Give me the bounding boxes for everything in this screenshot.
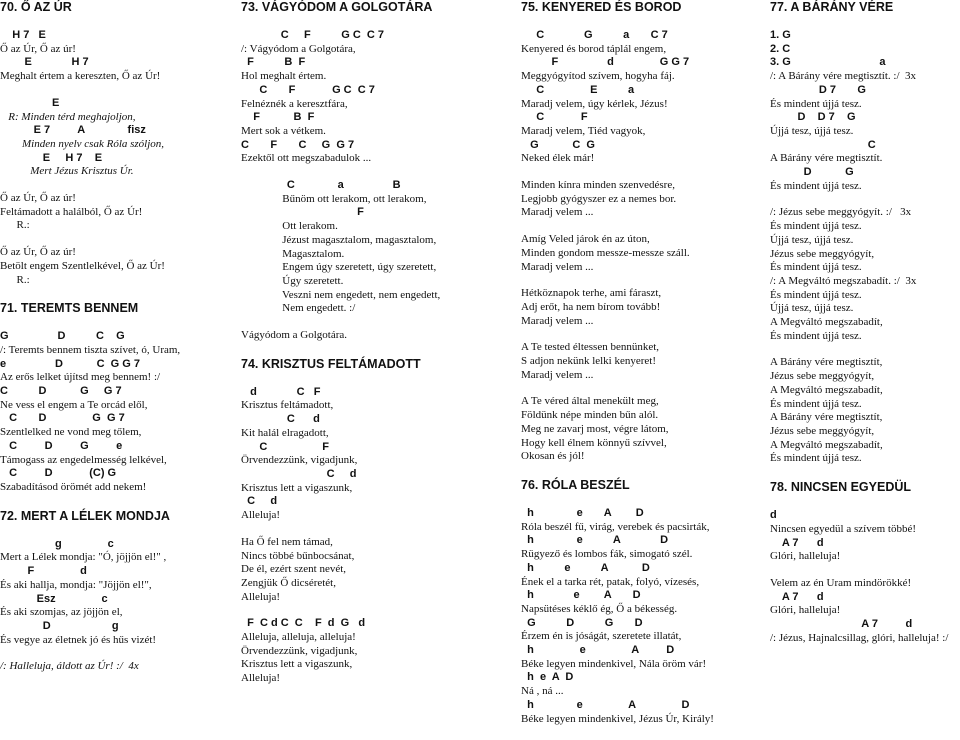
lyric-line: /: A Bárány vére megtisztít. :/ 3x (770, 70, 917, 83)
lyric-line: R: Minden térd meghajoljon, (0, 110, 136, 123)
lyric-line: Nincsen egyedül a szívem többé! (770, 522, 917, 535)
song-block (0, 0, 225, 287)
song-title: 74. KRISZTUS FELTÁMADOTT (241, 356, 421, 371)
lyric-line: Kit halál elragadott, (241, 426, 329, 439)
song-title: 72. MERT A LÉLEK MONDJA (0, 508, 170, 523)
lyric-line: Érzem én is jóságát, szeretete illatát, (521, 630, 682, 643)
lyric-line: Feltámadott a halálból, Ő az Úr! (0, 205, 143, 218)
chord-line: h e A D (521, 506, 644, 519)
song-title: 75. KENYERED ÉS BOROD (521, 0, 682, 14)
chord-line: C D G e (0, 439, 123, 452)
chord-line: C d (241, 495, 278, 508)
stanza-gap (0, 84, 225, 97)
lyric-line: Alleluja, alleluja, alleluja! (241, 631, 356, 644)
stanza-gap (241, 166, 491, 179)
lyric-line: R.: (0, 273, 30, 286)
lyric-line: Rügyező és lombos fák, simogató szél. (521, 548, 693, 561)
chord-line: F d G G 7 (521, 56, 690, 69)
lyric-line: A Bárány vére megtisztít. (770, 152, 883, 165)
lyric-line: Szentlelked ne vond meg tőlem, (0, 426, 142, 439)
chord-line: C F G C C 7 (241, 29, 385, 41)
lyric-line: Krisztus lett a vigaszunk, (241, 658, 353, 671)
lyric-line: Mert a Lélek mondja: "Ó, jöjjön el!" , (0, 551, 167, 564)
lyric-line: Engem úgy szeretett, úgy szeretett, (241, 261, 437, 274)
lyric-line: Ő az Úr, Ő az úr! (0, 246, 76, 259)
lyric-line: /: Teremts bennem tiszta szívet, ó, Uram, (0, 343, 181, 356)
lyric-line: Ná , ná ... (521, 685, 564, 698)
column-3 (521, 0, 761, 740)
lyric-line: Amíg Veled járok én az úton, (521, 233, 650, 246)
lyric-line: A Te tested éltessen bennünket, (521, 341, 660, 354)
stanza-gap (0, 647, 225, 660)
chord-line: C a B (241, 179, 401, 192)
stanza-gap (521, 382, 761, 395)
chord-line: C F G C C 7 (241, 83, 375, 96)
chord-line: G D G D (521, 616, 643, 629)
lyric-line: Maradj velem ... (521, 260, 594, 273)
chord-line: F B F (241, 111, 315, 124)
column-1 (0, 0, 225, 688)
chord-line: A 7 d (770, 590, 824, 603)
lyric-line: A Megváltó megszabadít, (770, 383, 883, 396)
lyric-line: Mert sok a vétkem. (241, 124, 326, 137)
lyric-line: /: Jézus, Hajnalcsillag, glóri, halleluja! :/ (770, 631, 949, 644)
song-block (0, 301, 225, 494)
chord-line: h e A D (521, 534, 669, 547)
song-block (770, 0, 960, 466)
lyric-line: És mindent újjá tesz. (770, 397, 862, 410)
lyric-line: Béke legyen mindenkivel, Jézus Úr, Király! (521, 712, 714, 725)
chord-line: 3. G a (770, 56, 886, 69)
lyric-line: Újjá tesz, újjá tesz. (770, 233, 854, 246)
stanza-gap (241, 316, 491, 329)
lyric-line: Hétköznapok terhe, ami fáraszt, (521, 287, 662, 300)
lyric-line: Alleluja! (241, 672, 281, 685)
chord-line: G D C G (0, 330, 125, 343)
lyric-line: A Megváltó megszabadít, (770, 438, 883, 451)
chord-line: E H 7 (0, 56, 89, 69)
chord-line: h e A D (521, 561, 650, 574)
lyric-line: Adj erőt, ha nem bírom tovább! (521, 300, 661, 313)
lyric-line: És mindent újjá tesz. (770, 220, 862, 233)
chord-line: E 7 A fisz (0, 124, 146, 137)
lyric-line: De él, ezért szent nevét, (241, 563, 347, 576)
lyric-line: A Bárány vére megtisztít, (770, 411, 883, 424)
lyric-line: A Te véred által menekült meg, (521, 395, 659, 408)
chord-line: C F C G G 7 (241, 138, 355, 151)
stanza-gap (521, 220, 761, 233)
lyric-line: Magasztalom. (241, 247, 345, 260)
lyric-line: Hogy kell élnem könnyű szívvel, (521, 436, 667, 449)
lyric-line: Újjá tesz, újjá tesz. (770, 302, 854, 315)
chord-line: 2. C (770, 42, 791, 55)
lyric-line: És mindent újjá tesz. (770, 261, 862, 274)
song-block (521, 478, 761, 726)
lyric-line: /: Halleluja, áldott az Úr! :/ 4x (0, 660, 139, 673)
chord-line: D 7 G (770, 83, 866, 96)
lyric-line: A Megváltó megszabadít, (770, 316, 883, 329)
lyric-line: Jézus sebe meggyógyít, (770, 247, 875, 260)
lyric-line: Ő az Úr, Ő az úr! (0, 192, 76, 205)
lyric-line: Hol meghalt értem. (241, 70, 327, 83)
chord-line: E (0, 96, 60, 109)
stanza-gap (0, 179, 225, 192)
lyric-line: Támogass az engedelmesség lelkével, (0, 453, 167, 466)
stanza-gap (521, 166, 761, 179)
lyric-line: S adjon nekünk lelki kenyeret! (521, 355, 657, 368)
lyric-line: Ne vess el engem a Te orcád elől, (0, 398, 148, 411)
song-block (521, 0, 761, 464)
lyric-line: Glóri, halleluja! (770, 604, 841, 617)
chord-line: G C G (521, 138, 595, 151)
chord-line: C d (241, 467, 357, 480)
lyric-line: Felnéznék a keresztfára, (241, 97, 348, 110)
lyric-line: Vágyódom a Golgotára. (241, 329, 347, 342)
song-title: 73. VÁGYÓDOM A GOLGOTÁRA (241, 0, 433, 14)
lyric-line: Minden gondom messze-messze száll. (521, 246, 690, 259)
column-2 (241, 0, 491, 700)
lyric-line: Nincs többé bűnbocsánat, (241, 549, 355, 562)
lyric-line: /: Vágyódom a Golgotára, (241, 42, 356, 55)
lyric-line: Szabadításod örömét add nekem! (0, 480, 147, 493)
chord-line: h e A D (521, 644, 675, 657)
lyric-line: És vegye az életnek jó és hűs vizét! (0, 633, 157, 646)
lyric-line: Okosan és jól! (521, 450, 585, 463)
lyric-line: Bűnöm ott lerakom, ott lerakom, (241, 192, 427, 205)
lyric-line: És mindent újjá tesz. (770, 288, 862, 301)
lyric-line: Örvendezzünk, vigadjunk, (241, 454, 358, 467)
chord-line: H 7 E (0, 29, 46, 41)
stanza-gap (770, 343, 960, 356)
lyric-line: Alleluja! (241, 509, 281, 522)
lyric-line: Ő az Úr, Ő az úr! (0, 42, 76, 55)
chord-line: C D G G 7 (0, 385, 122, 398)
lyric-line: Ott lerakom. (241, 220, 338, 233)
lyric-line: És mindent újjá tesz. (770, 452, 862, 465)
lyric-line: Legjobb gyógyszer ez a nemes bor. (521, 192, 677, 205)
stanza-gap (770, 193, 960, 206)
chord-line: F (241, 206, 364, 219)
lyric-line: Róla beszél fű, virág, verebek és pacsirták, (521, 520, 710, 533)
lyric-line: Maradj velem, úgy kérlek, Jézus! (521, 97, 668, 110)
stanza-gap (770, 564, 960, 577)
song-title: 70. Ő AZ ÚR (0, 0, 72, 14)
lyric-line: Jézus sebe meggyógyít, (770, 424, 875, 437)
lyric-line: Jézus sebe meggyógyít, (770, 370, 875, 383)
lyric-line: /: Jézus sebe meggyógyít. :/ 3x (770, 206, 912, 219)
lyric-line: És mindent újjá tesz. (770, 179, 862, 192)
lyric-line: Krisztus feltámadott, (241, 399, 334, 412)
song-block (770, 480, 960, 645)
chord-line: F C d C C F d G d (241, 617, 366, 630)
lyric-line: Napsütéses kéklő ég, Ő a békesség. (521, 602, 678, 615)
lyric-line: Maradj velem ... (521, 368, 594, 381)
lyric-line: A Bárány vére megtisztít, (770, 356, 883, 369)
lyric-line: Velem az én Uram mindörökké! (770, 576, 912, 589)
lyric-line: Nem engedett. :/ (241, 302, 356, 315)
chord-line: D D 7 G (770, 111, 856, 124)
lyric-line: Kenyered és borod táplál engem, (521, 42, 667, 55)
lyric-line: Minden nyelv csak Róla szóljon, (0, 137, 165, 150)
chord-line: A 7 d (770, 536, 824, 549)
lyric-line: Minden kínra minden szenvedésre, (521, 179, 675, 192)
lyric-line: Béke legyen mindenkivel, Nála öröm vár! (521, 657, 707, 670)
lyric-line: Ezektől ott megszabadulok ... (241, 152, 372, 165)
lyric-line: Maradj velem ... (521, 206, 594, 219)
column-4 (770, 0, 960, 659)
chord-line: d (770, 509, 777, 522)
lyric-line: Maradj velem ... (521, 314, 594, 327)
lyric-line: Neked élek már! (521, 152, 595, 165)
chord-line: F d (0, 565, 87, 578)
lyric-line: /: A Megváltó megszabadít. :/ 3x (770, 274, 917, 287)
stanza-gap (521, 274, 761, 287)
chord-line: 1. G (770, 29, 791, 41)
lyric-line: R.: (0, 219, 30, 232)
lyric-line: Meghalt értem a kereszten, Ő az Úr! (0, 70, 161, 83)
lyric-line: Ének el a tarka rét, patak, folyó, vízesés, (521, 575, 700, 588)
lyric-line: És mindent újjá tesz. (770, 329, 862, 342)
chord-line: C (770, 138, 876, 151)
stanza-gap (241, 523, 491, 536)
lyric-line: Örvendezzünk, vigadjunk, (241, 644, 358, 657)
chord-line: g c (0, 537, 114, 550)
chord-line: F B F (241, 56, 306, 69)
chord-line: C d (241, 413, 320, 426)
chord-line: E H 7 E (0, 151, 103, 164)
chord-line: h e A D (521, 589, 641, 602)
chord-line: d C F (241, 385, 321, 398)
chord-line: h e A D (521, 671, 574, 684)
lyric-line: Meg ne zavarj most, végre látom, (521, 422, 669, 435)
lyric-line: Mert Jézus Krisztus Úr. (0, 165, 134, 178)
lyric-line: Betölt engem Szentlelkével, Ő az Úr! (0, 259, 165, 272)
song-block (241, 0, 491, 343)
chord-line: D g (0, 619, 119, 632)
lyric-line: Maradj velem, Tiéd vagyok, (521, 124, 646, 137)
chord-line: A 7 d (770, 618, 913, 631)
chord-line: C F (241, 440, 330, 453)
stanza-gap (0, 233, 225, 246)
lyric-line: Glóri, halleluja! (770, 550, 841, 563)
song-title: 78. NINCSEN EGYEDÜL (770, 480, 912, 495)
chord-line: C E a (521, 83, 635, 96)
lyric-line: Veszni nem engedett, nem engedett, (241, 288, 441, 301)
chord-line: e D C G G 7 (0, 357, 140, 370)
lyric-line: És aki szomjas, az jöjjön el, (0, 606, 123, 619)
stanza-gap (241, 604, 491, 617)
lyric-line: És aki hallja, mondja: "Jöjjön el!", (0, 578, 152, 591)
song-block (241, 357, 491, 686)
chord-line: C G a C 7 (521, 29, 668, 41)
chord-line: C D (C) G (0, 467, 117, 480)
lyric-line: Krisztus lett a vigaszunk, (241, 481, 353, 494)
chord-line: h e A D (521, 698, 690, 711)
lyric-line: Az erős lelket újítsd meg bennem! :/ (0, 371, 161, 384)
song-title: 71. TEREMTS BENNEM (0, 301, 139, 316)
song-block (0, 509, 225, 674)
lyric-line: Meggyógyítod szívem, hogyha fáj. (521, 70, 675, 83)
lyric-line: Zengjük Ő dicséretét, (241, 576, 336, 589)
lyric-line: Földünk népe minden bűn alól. (521, 409, 659, 422)
chord-line: Esz c (0, 592, 108, 605)
stanza-gap (521, 328, 761, 341)
lyric-line: Újjá tesz, újjá tesz. (770, 124, 854, 137)
chord-line: D G (770, 166, 854, 179)
song-title: 76. RÓLA BESZÉL (521, 477, 630, 492)
lyric-line: Ha Ő fel nem támad, (241, 535, 333, 548)
lyric-line: És mindent újjá tesz. (770, 97, 862, 110)
lyric-line: Alleluja! (241, 590, 281, 603)
chord-line: C D G G 7 (0, 412, 125, 425)
chord-line: C F (521, 111, 588, 124)
lyric-line: Jézust magasztalom, magasztalom, (241, 233, 437, 246)
song-title: 77. A BÁRÁNY VÉRE (770, 0, 894, 14)
lyric-line: Úgy szeretett. (241, 274, 344, 287)
